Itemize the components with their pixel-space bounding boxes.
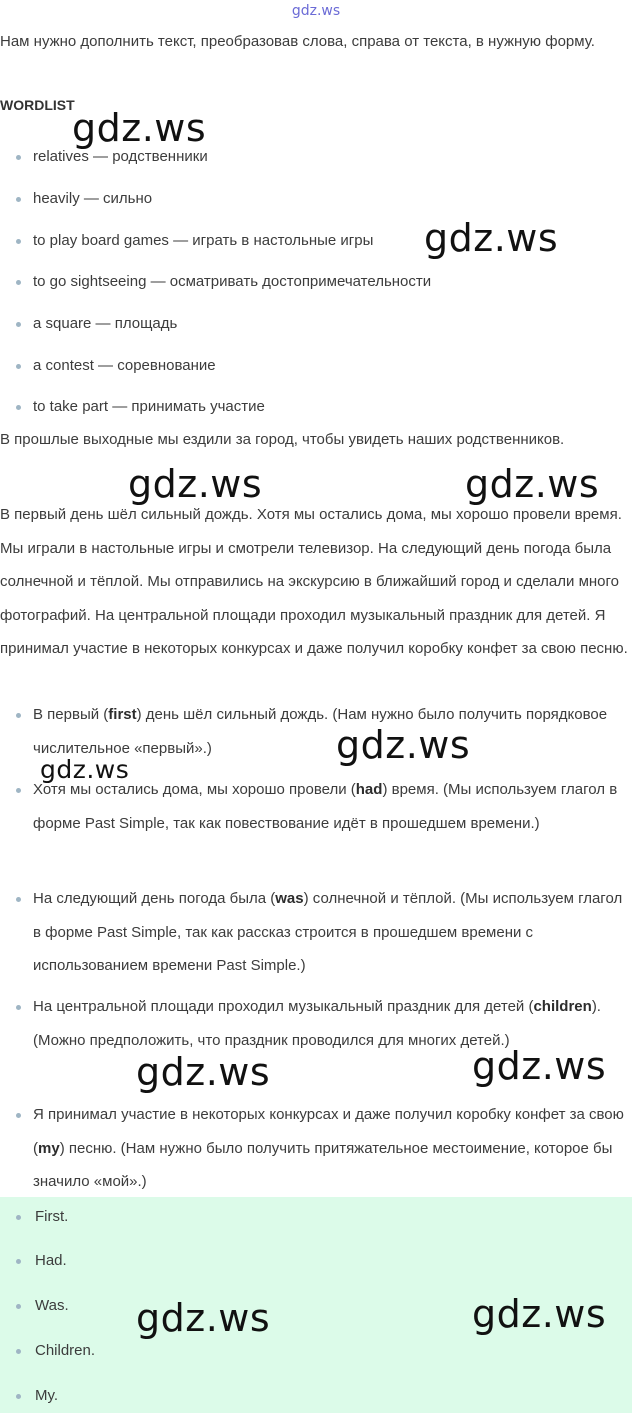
wordlist-item — [0, 307, 628, 341]
answer-item — [0, 1340, 600, 1362]
bullet-icon — [16, 713, 21, 718]
bullet-icon — [16, 1304, 21, 1309]
explanation-text: ) солнечной и тёплой. (Мы используем глагол в форме Past Simple, так как рассказ строится в прошедшем времени с использованием времени Past Simple.) — [33, 890, 623, 974]
answer-text: Had. — [35, 1252, 67, 1269]
answer-word: had — [355, 781, 383, 798]
explanation-text: Хотя мы остались дома, мы хорошо провели ( — [33, 781, 356, 798]
watermark: gdz.ws — [424, 216, 559, 260]
bullet-icon — [16, 405, 21, 410]
explanation-item — [0, 1098, 628, 1199]
bullet-icon — [16, 1349, 21, 1354]
watermark: gdz.ws — [136, 1296, 271, 1340]
answer-word: first — [108, 706, 137, 723]
wordlist-item-text: to play board games — играть в настольные игры — [33, 232, 374, 249]
story-paragraph-1: В прошлые выходные мы ездили за город, чтобы увидеть наших родственников. — [0, 431, 565, 448]
wordlist-item-text: to take part — принимать участие — [33, 398, 265, 415]
bullet-icon — [16, 239, 21, 244]
bullet-icon — [16, 197, 21, 202]
watermark: gdz.ws — [472, 1292, 607, 1336]
explanation-text: ) время. (Мы используем глагол в форме Past Simple, так как повествование идёт в прошедшем времени.) — [33, 781, 618, 832]
site-link[interactable]: gdz.ws — [291, 3, 341, 19]
story-paragraph-2: В первый день шёл сильный дождь. Хотя мы остались дома, мы хорошо провели время. Мы играли в настольные игры и смотрели телевизор. На следующий день погода была солнечной и тёплой. Мы отправились на экскурсию в ближайший город и сделали много фотографий. На центральной площади проходил музыкальный праздник для детей. Я принимал участие в некоторых конкурсах и даже получил коробку конфет за свою песню. — [0, 506, 628, 657]
wordlist-heading: WORDLIST — [0, 97, 75, 113]
explanation-text: ). (Можно предположить, что праздник проводился для многих детей.) — [33, 998, 601, 1049]
wordlist-item-text: a square — площадь — [33, 315, 178, 332]
bullet-icon — [16, 1215, 21, 1220]
watermark: gdz.ws — [465, 462, 600, 506]
watermark: gdz.ws — [336, 723, 471, 767]
explanation-text: ) песню. (Нам нужно было получить притяжательное местоимение, которое бы значило «мой».) — [33, 1139, 613, 1190]
bullet-icon — [16, 364, 21, 369]
watermark: gdz.ws — [40, 755, 130, 784]
watermark: gdz.ws — [472, 1044, 607, 1088]
wordlist-item — [0, 182, 628, 216]
wordlist-item-text: heavily — сильно — [33, 190, 153, 207]
explanation-text: На следующий день погода была ( — [33, 890, 276, 907]
answer-item — [0, 1385, 600, 1407]
answer-text: My. — [35, 1387, 59, 1404]
watermark: gdz.ws — [72, 106, 207, 150]
wordlist-item — [0, 390, 628, 424]
answer-text: Was. — [35, 1297, 69, 1314]
wordlist-item-text: to go sightseeing — осматривать достопримечательности — [33, 273, 432, 290]
bullet-icon — [16, 280, 21, 285]
watermark: gdz.ws — [136, 1050, 271, 1094]
answer-word: was — [275, 890, 304, 907]
answer-text: First. — [35, 1208, 69, 1225]
wordlist-item — [0, 349, 628, 383]
explanation-text: ) день шёл сильный дождь. (Нам нужно было получить порядковое числительное «первый».) — [33, 706, 608, 757]
bullet-icon — [16, 1394, 21, 1399]
explanation-text: В первый ( — [33, 706, 109, 723]
answer-text: Children. — [35, 1342, 96, 1359]
bullet-icon — [16, 1005, 21, 1010]
answer-word: children — [533, 998, 592, 1015]
answer-word: my — [38, 1139, 60, 1157]
explanation-text: На центральной площади проходил музыкальный праздник для детей ( — [33, 998, 534, 1015]
wordlist-item — [0, 265, 628, 299]
wordlist-item-text: a contest — соревнование — [33, 357, 216, 374]
bullet-icon — [16, 1113, 21, 1118]
watermark: gdz.ws — [128, 462, 263, 506]
answer-item — [0, 1206, 600, 1228]
bullet-icon — [16, 322, 21, 327]
wordlist-item-text: relatives — родственники — [33, 148, 208, 165]
bullet-icon — [16, 1259, 21, 1264]
bullet-icon — [16, 897, 21, 902]
bullet-icon — [16, 788, 21, 793]
intro-text: Нам нужно дополнить текст, преобразовав слова, справа от текста, в нужную форму. — [0, 33, 595, 50]
explanation-item — [0, 882, 628, 983]
explanation-text: Я принимал участие в некоторых конкурсах и даже получил коробку конфет за свою ( — [33, 1106, 624, 1157]
bullet-icon — [16, 155, 21, 160]
answer-item — [0, 1250, 600, 1272]
